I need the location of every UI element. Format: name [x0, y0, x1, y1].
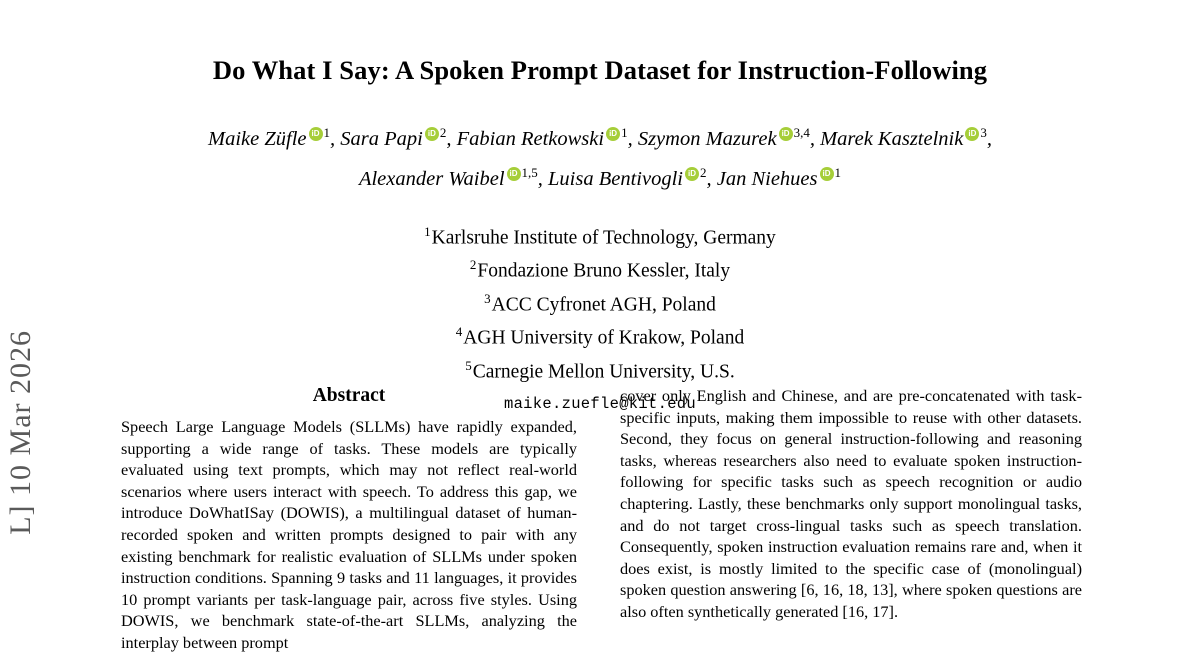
affiliation-marker: 3 [484, 290, 491, 306]
affiliation-item [0, 251, 1200, 285]
author-name: Jan Niehues [716, 167, 818, 190]
author-entry [716, 164, 842, 190]
affiliation-item [0, 318, 1200, 352]
orcid-icon[interactable] [309, 127, 323, 141]
author-name: Szymon Mazurek [637, 127, 777, 150]
author-name: Luisa Bentivogli [548, 167, 683, 190]
affiliation-text: Fondazione Bruno Kessler, Italy [477, 260, 731, 282]
author-affiliation-marker: 1 [323, 125, 331, 140]
orcid-icon[interactable] [685, 167, 699, 181]
author-affiliation-marker: 3,4 [793, 125, 810, 140]
author-name: Marek Kasztelnik [820, 127, 964, 150]
affiliation-marker: 5 [465, 357, 472, 373]
affiliation-item [0, 352, 1200, 386]
orcid-icon[interactable] [425, 127, 439, 141]
affiliation-list [0, 218, 1200, 386]
author-affiliation-marker: 2 [699, 164, 707, 180]
author-name: Maike Züfle [208, 127, 307, 150]
abstract-heading: Abstract [312, 385, 386, 406]
affiliation-text: AGH University of Krakow, Poland [463, 327, 745, 349]
abstract-text: Speech Large Language Models (SLLMs) have rapidly expanded, supporting a wide range of tasks. These models are typically evaluated using text prompts, which may not reflect real-world scenarios where users interact with speech. To address this gap, we introduce DoWhatISay (DOWIS), a multilingual dataset of human-recorded spoken and written prompts designed to pair with any existing benchmark for realistic evaluation of SLLMs under spoken instruction conditions. Spanning 9 tasks and 11 languages, it provides 10 prompt variants per task-language pair, across five styles. Using DOWIS, we benchmark state-of-the-art SLLMs, analyzing the interplay between prompt [121, 417, 577, 652]
affiliation-text: ACC Cyfronet AGH, Poland [491, 294, 716, 316]
author-entry [548, 164, 707, 190]
author-list [0, 116, 1200, 196]
two-column-body [0, 385, 1200, 654]
author-affiliation-marker: 1 [621, 125, 628, 140]
affiliation-item [0, 218, 1200, 252]
author-affiliation-marker: 1 [834, 164, 842, 180]
right-column [620, 385, 1082, 654]
author-affiliation-marker: 3 [980, 125, 987, 140]
affiliation-marker: 1 [424, 223, 431, 239]
author-entry [820, 125, 987, 150]
author-entry [456, 125, 628, 150]
affiliation-marker: 2 [469, 257, 477, 273]
arxiv-stamp: L] 10 Mar 2026 [4, 330, 37, 535]
orcid-icon[interactable] [507, 167, 521, 181]
contact-email[interactable]: maike.zuefle@kit.edu [503, 395, 697, 414]
author-entry [637, 125, 810, 150]
orcid-icon[interactable] [779, 127, 793, 141]
affiliation-marker: 4 [455, 324, 463, 340]
affiliation-text: Carnegie Mellon University, U.S. [472, 361, 735, 383]
author-line-2: Alexander Waibel iD $^{1,5}$, Luisa Bentivogli iD $^2$, Jan Niehues iD $^1$ [110, 156, 1090, 196]
orcid-icon[interactable] [606, 127, 620, 141]
author-affiliation-marker: 1,5 [521, 164, 538, 180]
left-column [118, 385, 582, 654]
author-name: Sara Papi [340, 127, 423, 150]
author-entry [208, 125, 331, 150]
affiliation-item [0, 285, 1200, 319]
author-line-1: Maike Züfle iD $^1$, Sara Papi iD $^2$, Fabian Retkowski iD $^1$, Szymon Mazurek iD $^{3,4}$, Marek Kasztelnik iD $^3$, [110, 116, 1090, 156]
author-name: Fabian Retkowski [456, 127, 605, 150]
introduction-text: cover only English and Chinese, and are pre-concatenated with task-specific inputs, making them impossible to reuse with other datasets. Second, they focus on general instruction-following and reasoning tasks, whereas researchers also need to evaluate spoken instruction-following for specific tasks such as speech recognition or audio chaptering. Lastly, these benchmarks only support monolingual tasks, and do not target cross-lingual tasks such as speech translation. Consequently, spoken instruction evaluation remains rare and, when it does exist, is mostly limited to the specific case of (monolingual) spoken question answering [6, 16, 18, 13], where spoken questions are also often synthetically generated [16, 17]. [620, 386, 1082, 621]
author-entry [340, 125, 447, 150]
page-title: Do What I Say: A Spoken Prompt Dataset for Instruction-Following [212, 55, 988, 85]
orcid-icon[interactable] [965, 127, 979, 141]
author-entry [358, 164, 538, 190]
author-name: Alexander Waibel [358, 167, 505, 190]
author-affiliation-marker: 2 [439, 125, 447, 140]
affiliation-text: Karlsruhe Institute of Technology, Germany [431, 227, 776, 249]
orcid-icon[interactable] [820, 167, 834, 181]
